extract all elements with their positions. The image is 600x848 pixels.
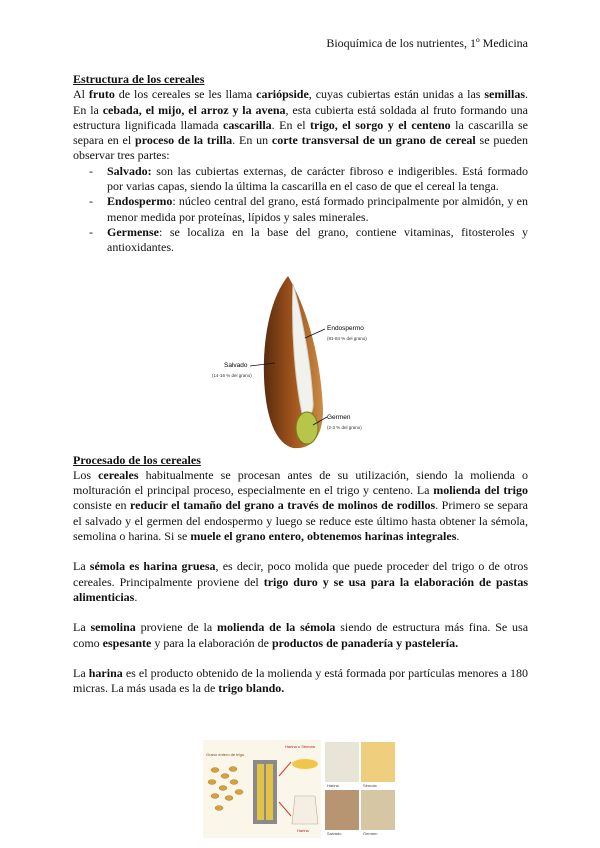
bold-term: reducir el tamaño del grano a través de molinos de rodillos — [130, 498, 436, 513]
panel-salvado — [325, 790, 359, 830]
bold-term: proceso de la trilla — [135, 133, 233, 148]
caption-germen: Germen — [363, 831, 378, 836]
label-germen-pct: (2-3 % del grano) — [327, 425, 362, 430]
processing-paragraph: Los cereales habitualmente se procesan antes de su utilización, siendo la molienda o molturación el principal proceso, especialmente en el trigo y centeno. La molienda del trigo consiste en reducir el tamaño del grano a través de molinos de rodillos. Primero se separa el salvado y el germen del endospermo y luego se reduce este último hasta obtener la sémola, semolina o harina. Si se muele el grano entero, obtenemos harinas integrales. — [73, 467, 529, 544]
bold-term: semillas — [484, 87, 526, 102]
germ — [296, 412, 318, 444]
label-endospermo: Endospermo — [327, 325, 364, 332]
caption-semola: Sémola — [363, 783, 377, 788]
label-endospermo-pct: (81-84 % del grano) — [327, 336, 367, 341]
page-header: Bioquímica de los nutrientes, 1º Medicina — [326, 36, 528, 50]
bold-term: cereales — [98, 467, 139, 482]
list-item-salvado: - Salvado: son las cubiertas externas, de carácter fibroso e indigeribles. Está formado por varias capas, siendo la última la cascarilla en el caso de que el cereal la tenga. — [73, 164, 528, 195]
bold-term: Endospermo — [107, 194, 173, 209]
bold-term: muele el grano entero, obtenemos harinas integrales — [190, 529, 457, 544]
bold-term: productos de panadería y pastelería. — [271, 635, 459, 650]
structure-paragraph: Al fruto de los cereales se les llama cariópside, cuyas cubiertas están unidas a las semillas. En la cebada, el mijo, el arroz y la avena, esta cubierta está soldada al fruto formando una estructura lignificada llamada cascarilla. En el trigo, el sorgo y el centeno la cascarilla se separa en el proceso de la trilla. En un corte transversal de un grano de cereal se pueden observar tres partes: — [73, 87, 529, 163]
grain-cross-section-figure — [205, 272, 395, 450]
bold-term: trigo duro y se usa para la elaboración de pastas alimenticias — [73, 574, 528, 604]
bold-term: Germense — [107, 224, 159, 239]
label-salvado: Salvado — [224, 362, 248, 369]
semola-paragraph: La sémola es harina gruesa, es decir, poco molida que puede proceder del trigo o de otros cereales. Principalmente proviene del trigo duro y se usa para la elaboración de pastas alimenticias. — [73, 559, 528, 604]
bold-term: cebada, el mijo, el arroz y la avena — [102, 102, 286, 117]
bold-term: corte transversal de un grano de cereal — [271, 133, 476, 148]
list-item-endospermo: - Endospermo: núcleo central del grano, está formado principalmente por almidón, y en menor medida por proteínas, lípidos y sales minerales. — [73, 194, 528, 225]
panel-semola — [361, 742, 395, 782]
bold-term: trigo blando. — [218, 681, 285, 696]
semolina-paragraph: La semolina proviene de la molienda de la sémola siendo de estructura más fina. Se usa como espesante y para la elaboración de productos de panadería y pastelería. — [73, 620, 529, 650]
caption-salvado: Salvado — [327, 831, 342, 836]
grain-parts-list — [73, 164, 528, 256]
bold-term: molienda del trigo — [433, 483, 529, 498]
section-title-structure: Estructura de los cereales — [73, 72, 205, 86]
label-harina-sack: Harina — [297, 828, 309, 833]
bold-term: trigo, el sorgo y el centeno — [310, 117, 451, 132]
caption-harina: Harina — [327, 783, 339, 788]
flour-sack — [292, 796, 318, 824]
bold-term: cascarilla — [223, 117, 272, 132]
harina-paragraph: La harina es el producto obtenido de la molienda y está formada por partículas menores a 180 micras. La más usada es la de trigo blando. — [73, 665, 529, 696]
semolina-pile — [292, 759, 318, 769]
panel-germen — [361, 790, 395, 830]
bold-term: cariópside — [256, 87, 309, 102]
label-salvado-pct: (14-16 % del grano) — [212, 373, 252, 378]
bold-term: harina — [88, 665, 123, 680]
bold-term: fruto — [88, 87, 115, 102]
milling-products-figure — [203, 740, 397, 838]
bold-term: semolina — [90, 620, 136, 635]
bold-term: Salvado: — [107, 163, 152, 178]
section-title-processing: Procesado de los cereales — [73, 452, 201, 467]
mill-rollers — [253, 760, 277, 824]
panel-harina — [325, 742, 359, 782]
label-harina-semola: Harina o Sémola — [285, 744, 315, 749]
label-grano-entero: Grano entero de trigo — [206, 752, 245, 757]
bold-term: molienda de la sémola — [217, 620, 336, 635]
bold-term: sémola es harina gruesa — [89, 559, 216, 574]
label-germen: Germen — [327, 414, 351, 421]
bold-term: espesante — [102, 635, 152, 650]
list-item-germense: - Germense: se localiza en la base del grano, contiene vitaminas, fitosteroles y antioxidantes. — [73, 225, 528, 256]
